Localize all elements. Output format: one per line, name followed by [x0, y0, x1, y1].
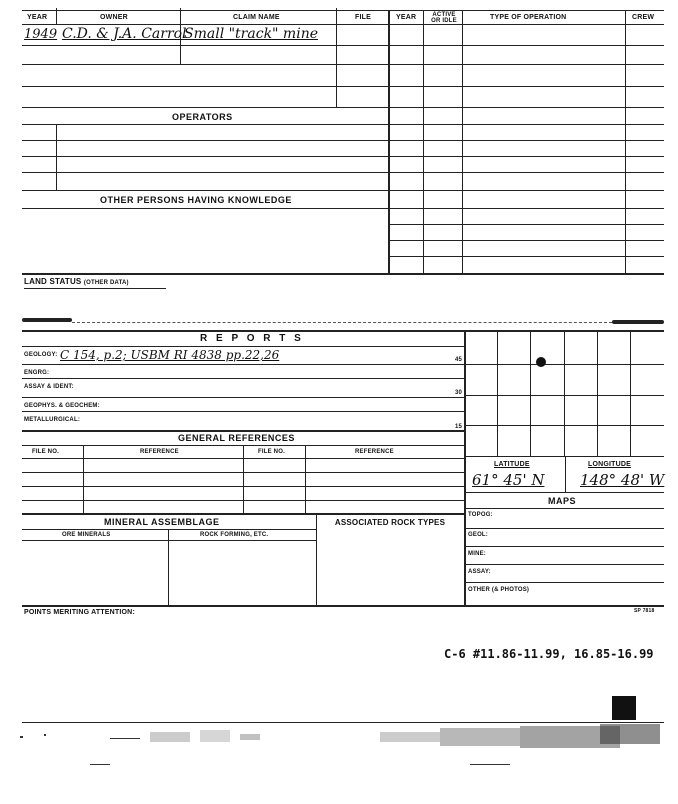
reports-title: R E P O R T S [200, 333, 304, 344]
divider [305, 445, 306, 513]
bottom-line [22, 722, 664, 723]
row-line [388, 140, 664, 141]
grid-line [597, 330, 598, 456]
associated-rock-types-title: ASSOCIATED ROCK TYPES [334, 518, 446, 527]
entry-claim-name: Small "track" mine [184, 26, 318, 42]
row-line [464, 564, 664, 565]
entry-year: 1949 [24, 27, 58, 42]
row-line [22, 190, 388, 191]
grid-line [630, 330, 631, 456]
land-status-label [24, 278, 129, 286]
row-line [22, 486, 464, 487]
scan-noise [0, 724, 678, 784]
col-rock-forming: ROCK FORMING, ETC. [200, 532, 269, 538]
margin-number-30: 30 [455, 390, 463, 396]
reports-top-border [22, 330, 664, 332]
divider [56, 124, 57, 190]
row-line [22, 346, 464, 347]
header-claim-name: CLAIM NAME [233, 14, 280, 21]
other-persons-label: OTHER PERSONS HAVING KNOWLEDGE [100, 195, 292, 205]
row-line [464, 582, 664, 583]
row-line [388, 208, 664, 209]
divider [625, 10, 626, 274]
row-line [388, 86, 664, 87]
row-line [22, 513, 464, 515]
divider [56, 8, 57, 24]
header-type-of-operation: TYPE OF OPERATION [490, 14, 567, 21]
row-line [22, 411, 464, 412]
latitude-value: 61° 45' N [472, 471, 545, 489]
row-line [388, 190, 664, 191]
row-line [22, 107, 388, 108]
row-line [22, 140, 388, 141]
row-line [22, 430, 464, 432]
divider-main [388, 10, 390, 274]
report-label-metallurgical: METALLURGICAL: [24, 417, 81, 423]
header-year-2: YEAR [396, 14, 417, 21]
row-line [388, 172, 664, 173]
divider [83, 445, 84, 513]
entry-owner: C.D. & J.A. Carrol [62, 26, 187, 42]
maps-row-topog: TOPOG: [468, 512, 493, 518]
row-line [388, 256, 664, 257]
report-label-geophys: GEOPHYS. & GEOCHEM: [24, 403, 100, 409]
reports-bottom-border [22, 605, 664, 607]
operators-label: OPERATORS [172, 112, 233, 122]
land-status-underline [24, 288, 166, 289]
row-line [22, 529, 316, 530]
ref-col-reference-2: REFERENCE [355, 449, 394, 455]
scan-line [72, 322, 612, 323]
row-line [388, 45, 664, 46]
header-underline [22, 24, 664, 25]
maps-row-mine: MINE: [468, 551, 486, 557]
maps-row-other: OTHER (& PHOTOS) [468, 587, 530, 593]
header-crew: CREW [632, 14, 655, 21]
divider [168, 529, 169, 605]
grid-line [464, 395, 664, 396]
grid-line [464, 364, 664, 365]
row-line [22, 64, 388, 65]
row-line [464, 508, 664, 509]
maps-title: MAPS [548, 496, 577, 506]
points-label: POINTS MERITING ATTENTION: [24, 609, 135, 616]
location-dot-icon [536, 357, 546, 367]
row-line [464, 528, 664, 529]
row-line [22, 540, 316, 541]
row-line [388, 107, 664, 108]
mineral-assemblage-title: MINERAL ASSEMBLAGE [104, 517, 220, 527]
general-references-title: GENERAL REFERENCES [178, 433, 295, 443]
row-line [22, 500, 464, 501]
row-line [388, 124, 664, 125]
longitude-label: LONGITUDE [588, 461, 632, 468]
col-ore-minerals: ORE MINERALS [62, 532, 111, 538]
row-line [388, 224, 664, 225]
row-line [22, 208, 388, 209]
top-bottom-border [22, 273, 664, 275]
grid-line [564, 330, 565, 456]
report-value-geology: C 154, p.2; USBM RI 4838 pp.22,26 [60, 348, 280, 362]
divider [243, 445, 244, 513]
report-label-assay: ASSAY & IDENT: [24, 384, 74, 390]
ref-col-reference-1: REFERENCE [140, 449, 179, 455]
black-square-mark [612, 696, 636, 720]
row-line [22, 124, 388, 125]
grid-line [464, 425, 664, 426]
divider [316, 513, 317, 605]
longitude-value: 148° 48' W [580, 471, 665, 489]
ref-col-file-no-2: FILE NO. [258, 449, 285, 455]
top-border [22, 10, 664, 11]
report-label-engrg: ENGRG: [24, 370, 50, 376]
row-line [22, 472, 464, 473]
maps-row-geol: GEOL: [468, 532, 488, 538]
row-line [22, 172, 388, 173]
maps-row-assay: ASSAY: [468, 569, 491, 575]
scan-mark [22, 318, 72, 322]
divider [565, 456, 566, 492]
row-line [388, 64, 664, 65]
header-file: FILE [355, 14, 371, 21]
margin-number-45: 45 [455, 357, 463, 363]
header-owner: OWNER [100, 14, 128, 21]
latitude-label: LATITUDE [494, 461, 530, 468]
row-line [464, 546, 664, 547]
margin-number-15: 15 [455, 424, 463, 430]
row-line [388, 156, 664, 157]
scan-mark [612, 320, 664, 324]
form-number: SP 7818 [634, 608, 655, 614]
report-label-geology: GEOLOGY: [24, 352, 58, 358]
row-line [22, 45, 388, 46]
ref-col-file-no-1: FILE NO. [32, 449, 59, 455]
divider [423, 10, 424, 274]
grid-line [464, 456, 664, 457]
points-note: C-6 #11.86-11.99, 16.85-16.99 [444, 647, 654, 661]
row-line [22, 397, 464, 398]
row-line [22, 86, 388, 87]
divider [462, 10, 463, 274]
row-line [464, 492, 664, 493]
land-status-text: LAND STATUS [24, 277, 82, 286]
grid-line [497, 330, 498, 456]
row-line [22, 364, 464, 365]
divider [336, 8, 337, 108]
grid-line [530, 330, 531, 456]
row-line [22, 156, 388, 157]
row-line [388, 240, 664, 241]
land-status-sub: (OTHER DATA) [83, 280, 129, 286]
row-line [22, 378, 464, 379]
header-active-or-idle: ACTIVE OR IDLE [431, 12, 457, 24]
header-year: YEAR [27, 14, 48, 21]
